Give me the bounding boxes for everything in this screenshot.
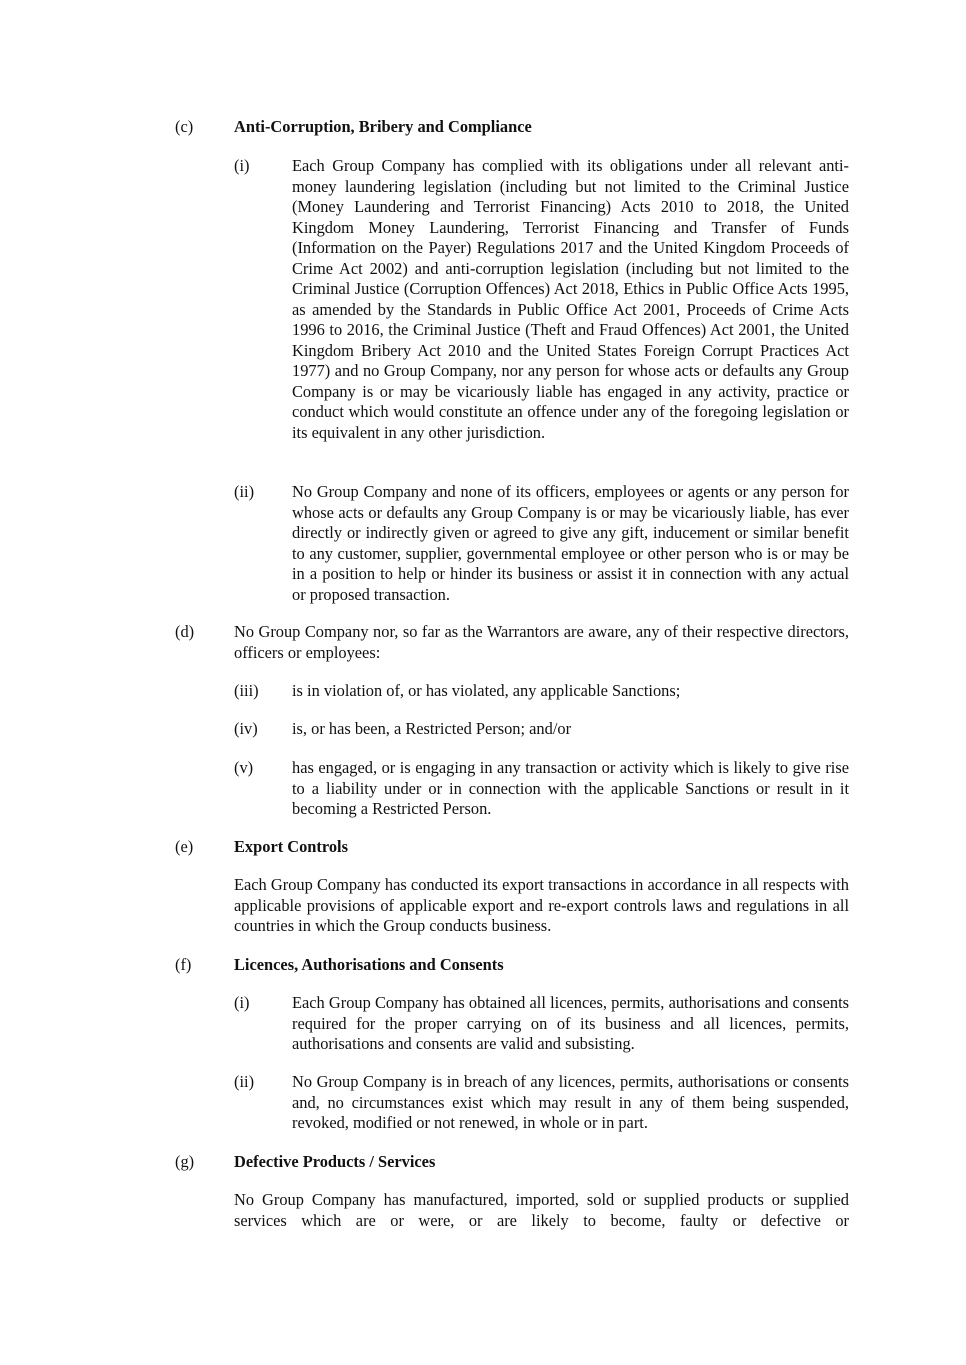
clause-text: Each Group Company has conducted its export transactions in accordance in all respects with applicable provisions of applicable export and re-export controls laws and regulations in all countries in which the Group conducts business. [234,875,849,935]
clause-heading: Anti-Corruption, Bribery and Compliance [234,117,532,136]
sub-clause-label: (i) [234,156,250,175]
sub-clause-label: (v) [234,758,254,777]
sub-clause-text: is, or has been, a Restricted Person; and/or [292,719,572,738]
sub-clause-text: is in violation of, or has violated, any applicable Sanctions; [292,681,681,700]
sub-clause-label: (ii) [234,1072,255,1091]
sub-clause-text: Each Group Company has complied with its obligations under all relevant anti-money laundering legislation (including but not limited to the Criminal Justice (Money Laundering and Terrorist Financing) Acts 2010 to 2018, the United Kingdom Money Laundering, Terrorist Financing and Transfer of Funds (Information on the Payer) Regulations 2017 and the United Kingdom Proceeds of Crime Act 2002) and anti-corruption legislation (including but not limited to the Criminal Justice (Corruption Offences) Act 2018, Ethics in Public Office Acts 1995, as amended by the Standards in Public Office Act 2001, Proceeds of Crime Acts 1996 to 2016, the Criminal Justice (Theft and Fraud Offences) Act 2001, the United Kingdom Bribery Act 2010 and the United States Foreign Corrupt Practices Act 1977) and no Group Company, nor any person for whose acts or defaults any Group Company is or may be vicariously liable has engaged in any activity, practice or conduct which would constitute an offence under any of the foregoing legislation or its equivalent in any other jurisdiction. [292,156,849,442]
clause-label: (c) [175,117,194,136]
sub-clause-text: No Group Company is in breach of any licences, permits, authorisations or consents and, no circumstances exist which may result in any of them being suspended, revoked, modified or not renewed, in whole or in part. [292,1072,849,1132]
clause-heading: Defective Products / Services [234,1152,436,1171]
sub-clause-text: No Group Company and none of its officers, employees or agents or any person for whose acts or defaults any Group Company is or may be vicariously liable, has ever directly or indirectly given or agreed to give any gift, inducement or similar benefit to any customer, supplier, governmental employee or other person who is or may be in a position to help or hinder its business or assist it in connection with any actual or proposed transaction. [292,482,849,604]
clause-label: (d) [175,622,195,641]
sub-clause-label: (iii) [234,681,259,700]
sub-clause-label: (iv) [234,719,258,738]
clause-text: No Group Company nor, so far as the Warrantors are aware, any of their respective directors, officers or employees: [234,622,849,662]
sub-clause-label: (i) [234,993,250,1012]
clause-heading: Licences, Authorisations and Consents [234,955,504,974]
clause-label: (g) [175,1152,195,1171]
sub-clause-text: Each Group Company has obtained all licences, permits, authorisations and consents required for the proper carrying on of its business and all licences, permits, authorisations and consents are valid and subsisting. [292,993,849,1053]
clause-heading: Export Controls [234,837,348,856]
sub-clause-label: (ii) [234,482,255,501]
clause-text: No Group Company has manufactured, imported, sold or supplied products or supplied services which are or were, or are likely to become, faulty or defective or [234,1190,849,1230]
sub-clause-text: has engaged, or is engaging in any transaction or activity which is likely to give rise to a liability under or in connection with the applicable Sanctions or result in it becoming a Restricted Person. [292,758,849,818]
clause-label: (e) [175,837,194,856]
clause-label: (f) [175,955,192,974]
